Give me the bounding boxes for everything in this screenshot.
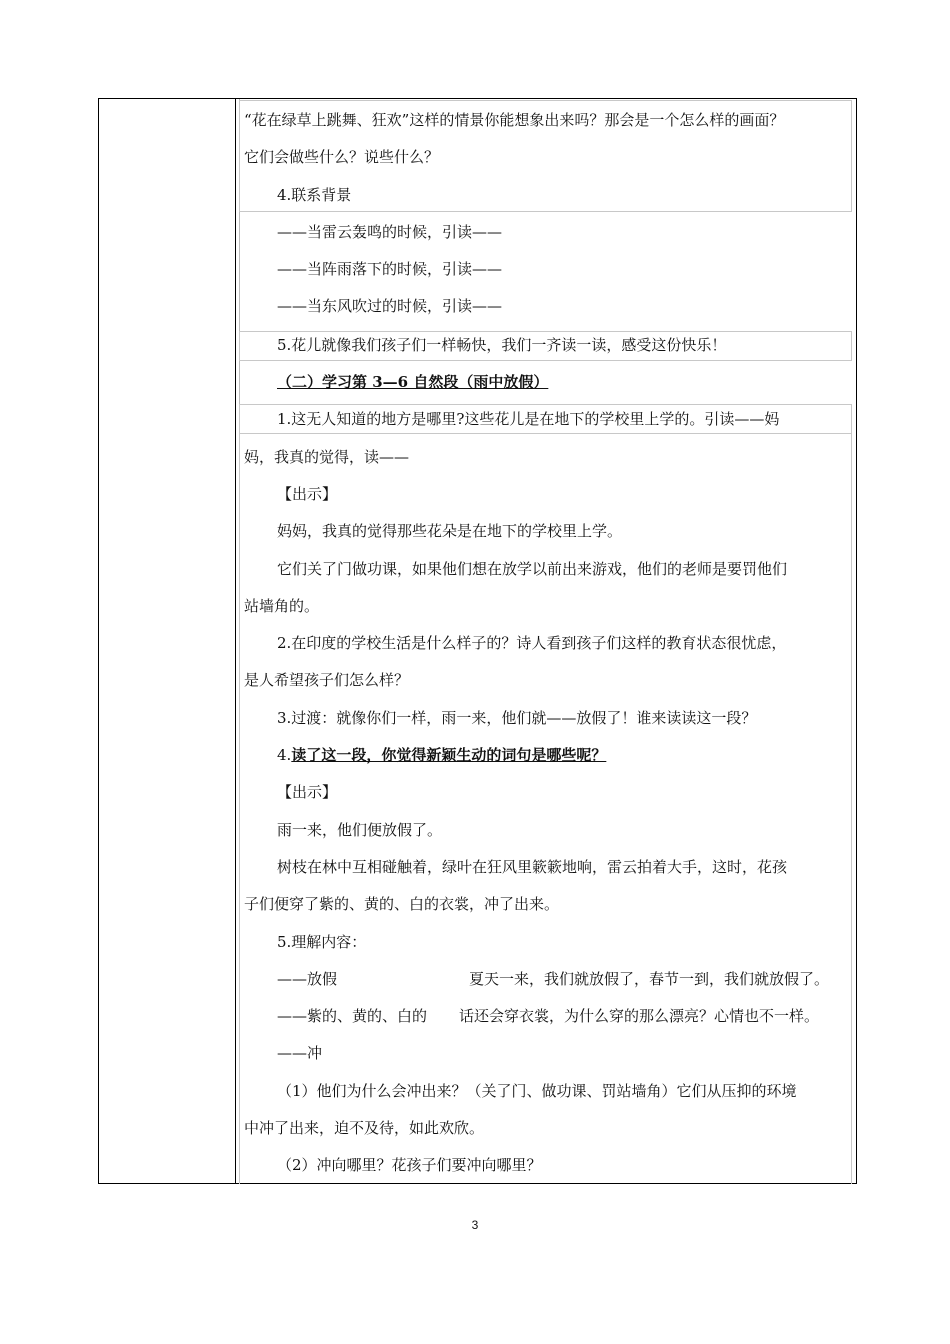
text-line: 妈，我真的觉得，读—— bbox=[244, 448, 410, 466]
text-line: （1）他们为什么会冲出来？（关了门、做功课、罚站墙角）它们从压抑的环境 bbox=[277, 1082, 797, 1100]
text-line: 它们关了门做功课，如果他们想在放学以前出来游戏，他们的老师是要罚他们 bbox=[277, 560, 788, 578]
text-line: “花在绿草上跳舞、狂欢”这样的情景你能想象出来吗？那会是一个怎么样的画面？ bbox=[244, 111, 785, 129]
text-line: 2.在印度的学校生活是什么样子的？诗人看到孩子们这样的教育状态很忧虑， bbox=[277, 634, 787, 652]
paragraph-box bbox=[239, 434, 852, 1184]
column-divider bbox=[235, 99, 236, 1183]
text-line: ——放假 bbox=[277, 970, 338, 988]
question-line bbox=[277, 745, 606, 765]
text-line: 夏天一来，我们就放假了，春节一到，我们就放假了。 bbox=[469, 970, 830, 988]
section-heading: （二）学习第 3—6 自然段（雨中放假） bbox=[277, 373, 549, 391]
text-line: 4.联系背景 bbox=[277, 186, 352, 204]
text-line: ——当阵雨落下的时候，引读—— bbox=[277, 260, 503, 278]
text-line: 雨一来，他们便放假了。 bbox=[277, 821, 443, 839]
text-line: （2）冲向哪里？花孩子们要冲向哪里？ bbox=[277, 1156, 542, 1174]
text-line: 站墙角的。 bbox=[244, 597, 320, 615]
text-line: 妈妈，我真的觉得那些花朵是在地下的学校里上学。 bbox=[277, 522, 623, 540]
text-line: 5.理解内容： bbox=[277, 933, 367, 951]
text-line: ——冲 bbox=[277, 1044, 323, 1062]
text-line: 话还会穿衣裳，为什么穿的那么漂亮？心情也不一样。 bbox=[459, 1007, 820, 1025]
text-line: 1.这无人知道的地方是哪里?这些花儿是在地下的学校里上学的。引读——妈 bbox=[277, 410, 780, 428]
text-line: 3.过渡：就像你们一样，雨一来，他们就——放假了！谁来读读这一段？ bbox=[277, 709, 757, 727]
question-number: 4. bbox=[277, 746, 292, 764]
text-line: 树枝在林中互相碰触着，绿叶在狂风里簌簌地响，雷云拍着大手，这时，花孩 bbox=[277, 858, 788, 876]
text-line: ——紫的、黄的、白的 bbox=[277, 1007, 428, 1025]
text-line: 它们会做些什么？说些什么？ bbox=[244, 148, 440, 166]
question-text: 读了这一段，你觉得新颖生动的词句是哪些呢？ bbox=[291, 746, 607, 764]
text-line: ——当雷云轰鸣的时候，引读—— bbox=[277, 223, 503, 241]
text-line: 子们便穿了紫的、黄的、白的衣裳，冲了出来。 bbox=[244, 895, 560, 913]
page-number: 3 bbox=[471, 1218, 479, 1232]
text-line: 是人希望孩子们怎么样？ bbox=[244, 671, 410, 689]
text-line: ——当东风吹过的时候，引读—— bbox=[277, 297, 503, 315]
text-line: 5.花儿就像我们孩子们一样畅快，我们一齐读一读，感受这份快乐！ bbox=[277, 336, 727, 354]
text-line: 【出示】 bbox=[277, 783, 338, 801]
text-line: 【出示】 bbox=[277, 485, 338, 503]
text-line: 中冲了出来，迫不及待，如此欢欣。 bbox=[244, 1119, 485, 1137]
